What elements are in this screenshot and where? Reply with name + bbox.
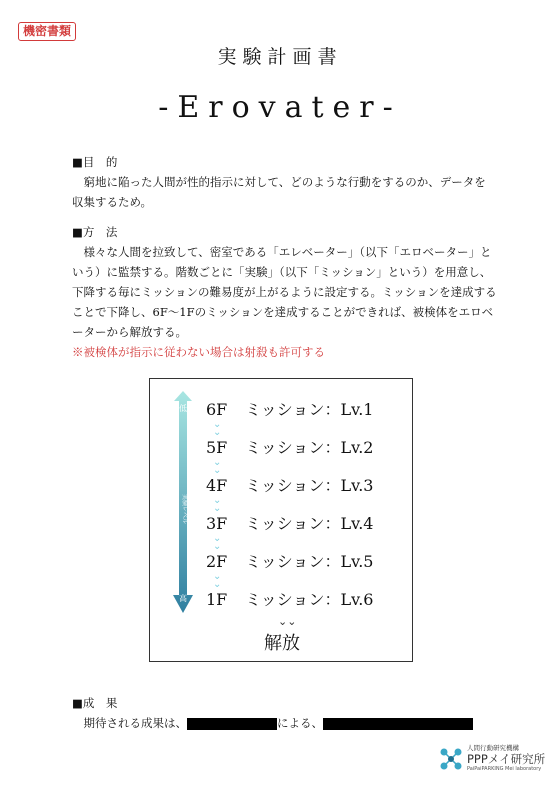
floor-label: 4F <box>206 476 228 495</box>
floor-label: 5F <box>206 438 228 457</box>
method-section <box>72 222 497 362</box>
mission-label: ミッション：Lv.3 <box>245 476 374 495</box>
purpose-heading: ■目 的 <box>72 155 118 169</box>
release-label: 解放 <box>264 633 300 654</box>
purpose-section <box>72 152 497 212</box>
document-title: 実験計画書 <box>217 46 343 68</box>
mission-label: ミッション：Lv.1 <box>245 400 374 419</box>
mission-label: ミッション：Lv.6 <box>245 590 374 609</box>
confidential-stamp: 機密書類 <box>18 22 76 41</box>
chevron-down-icon: ⌄ ⌄ <box>213 571 222 590</box>
chevron-down-icon: ⌄ ⌄ <box>213 495 222 514</box>
chevron-down-icon: ⌄ ⌄ <box>213 419 222 438</box>
result-text <box>72 713 497 733</box>
mission-label: ミッション：Lv.4 <box>245 514 374 533</box>
redaction-bar <box>187 718 277 730</box>
method-heading: ■方 法 <box>72 225 118 239</box>
level-row-1f <box>206 587 374 610</box>
purpose-text: 窮地に陥った人間が性的指示に対して、どのような行動をするのか、データを収集するため。 <box>72 175 486 209</box>
chevron-down-icon: ⌄ ⌄ <box>213 533 222 552</box>
level-row-2f <box>206 549 374 572</box>
level-row-6f <box>206 397 374 420</box>
arrow-high-label: 高 <box>179 594 187 603</box>
logo-tagline: PaiPaiPARKING Mei laboratory <box>467 766 542 772</box>
result-text-1: 期待される成果は、 <box>83 716 187 730</box>
arrow-low-label: 低 <box>179 404 187 413</box>
mission-levels-box <box>149 378 413 662</box>
lab-logo <box>437 743 557 777</box>
document-subtitle: -Erovater- <box>158 90 402 125</box>
result-text-2: による、 <box>277 716 323 730</box>
chevron-down-icon: ⌄ ⌄ <box>213 457 222 476</box>
arrow-level-label: 実験レベル <box>181 493 188 525</box>
method-text: 様々な人間を拉致して、密室である「エレベーター」（以下「エロベーター」という）に監禁する。階数ごとに「実験」（以下「ミッション」という）を用意し、下降する毎にミッションの難易度が上がるように設定する。ミッションを達成することで下降し、6F～1Fのミッションを達成することができれば、被検体をエロベーターから解放する。 <box>72 245 497 339</box>
floor-label: 3F <box>206 514 228 533</box>
mission-label: ミッション：Lv.5 <box>245 552 374 571</box>
difficulty-arrow-icon <box>172 391 194 613</box>
floor-label: 1F <box>206 590 228 609</box>
result-section <box>72 693 497 733</box>
floor-label: 6F <box>206 400 228 419</box>
level-row-3f <box>206 511 374 534</box>
floor-label: 2F <box>206 552 228 571</box>
level-row-4f <box>206 473 374 496</box>
redaction-bar <box>323 718 473 730</box>
chevron-down-icon: ⌄⌄ <box>278 615 297 628</box>
logo-name: PPPメイ研究所 <box>467 752 546 766</box>
mission-label: ミッション：Lv.2 <box>245 438 374 457</box>
molecule-logo-icon <box>437 745 465 773</box>
result-heading: ■成 果 <box>72 696 118 710</box>
logo-org-label: 人間行動研究機構 <box>467 744 519 752</box>
method-warning: ※被検体が指示に従わない場合は射殺も許可する <box>72 345 325 359</box>
level-row-5f <box>206 435 374 458</box>
